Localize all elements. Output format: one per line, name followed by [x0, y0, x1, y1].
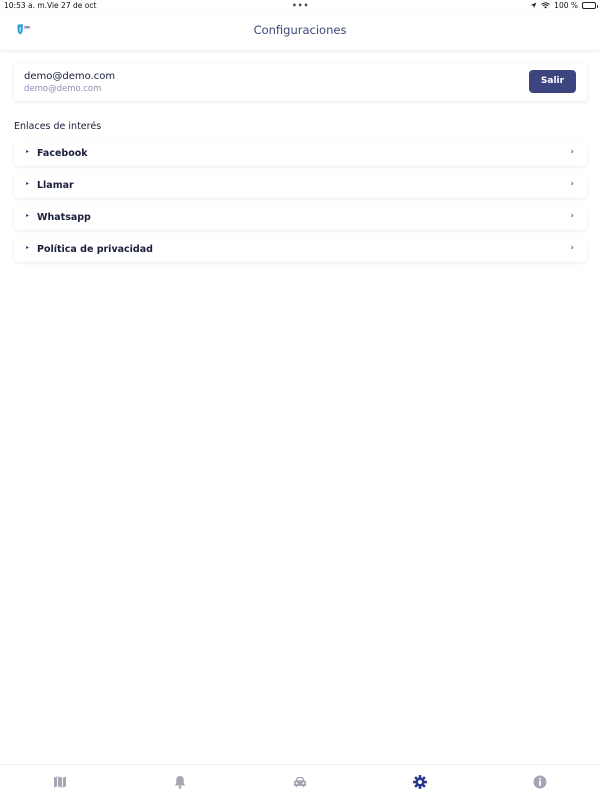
bullet-icon: ▸ — [26, 244, 30, 251]
page-title: Configuraciones — [253, 23, 347, 37]
status-right — [530, 1, 596, 10]
bullet-icon: ▸ — [26, 180, 30, 187]
link-item-llamar[interactable] — [14, 175, 587, 198]
links-section-title: Enlaces de interés — [14, 121, 102, 132]
account-email-secondary: demo@demo.com — [24, 84, 102, 94]
wifi-icon — [541, 2, 550, 9]
bell-icon — [172, 774, 188, 790]
tab-info[interactable] — [532, 774, 548, 790]
chevron-right-icon: › — [570, 179, 574, 189]
tab-map[interactable] — [52, 774, 68, 790]
info-icon — [532, 774, 548, 790]
chevron-right-icon: › — [570, 211, 574, 221]
link-label: Whatsapp — [37, 212, 91, 223]
car-icon — [292, 774, 308, 790]
link-item-whatsapp[interactable] — [14, 207, 587, 230]
link-item-facebook[interactable] — [14, 143, 587, 166]
multitasking-dots-icon[interactable]: ••• — [292, 1, 310, 10]
link-label: Política de privacidad — [37, 244, 153, 255]
chevron-right-icon: › — [570, 147, 574, 157]
logout-button[interactable]: Salir — [529, 70, 576, 93]
tab-settings[interactable] — [412, 774, 428, 790]
status-time: 10:53 a. m. — [4, 1, 48, 10]
link-label: Facebook — [37, 148, 88, 159]
tab-vehicles[interactable] — [292, 774, 308, 790]
link-label: Llamar — [37, 180, 74, 191]
bullet-icon: ▸ — [26, 148, 30, 155]
status-date: Vie 27 de oct — [47, 1, 97, 10]
gear-icon — [412, 774, 428, 790]
tab-notifications[interactable] — [172, 774, 188, 790]
battery-percent: 100 % — [554, 1, 578, 10]
app-header — [0, 12, 600, 50]
map-icon — [52, 774, 68, 790]
account-email: demo@demo.com — [24, 71, 116, 82]
link-item-privacy-policy[interactable] — [14, 239, 587, 262]
logo-text: DN — [24, 25, 30, 30]
location-icon — [530, 2, 537, 9]
status-bar — [0, 0, 600, 12]
battery-icon — [582, 2, 596, 9]
account-card — [14, 63, 587, 101]
bottom-tab-bar — [0, 764, 600, 800]
bullet-icon: ▸ — [26, 212, 30, 219]
chevron-right-icon: › — [570, 243, 574, 253]
